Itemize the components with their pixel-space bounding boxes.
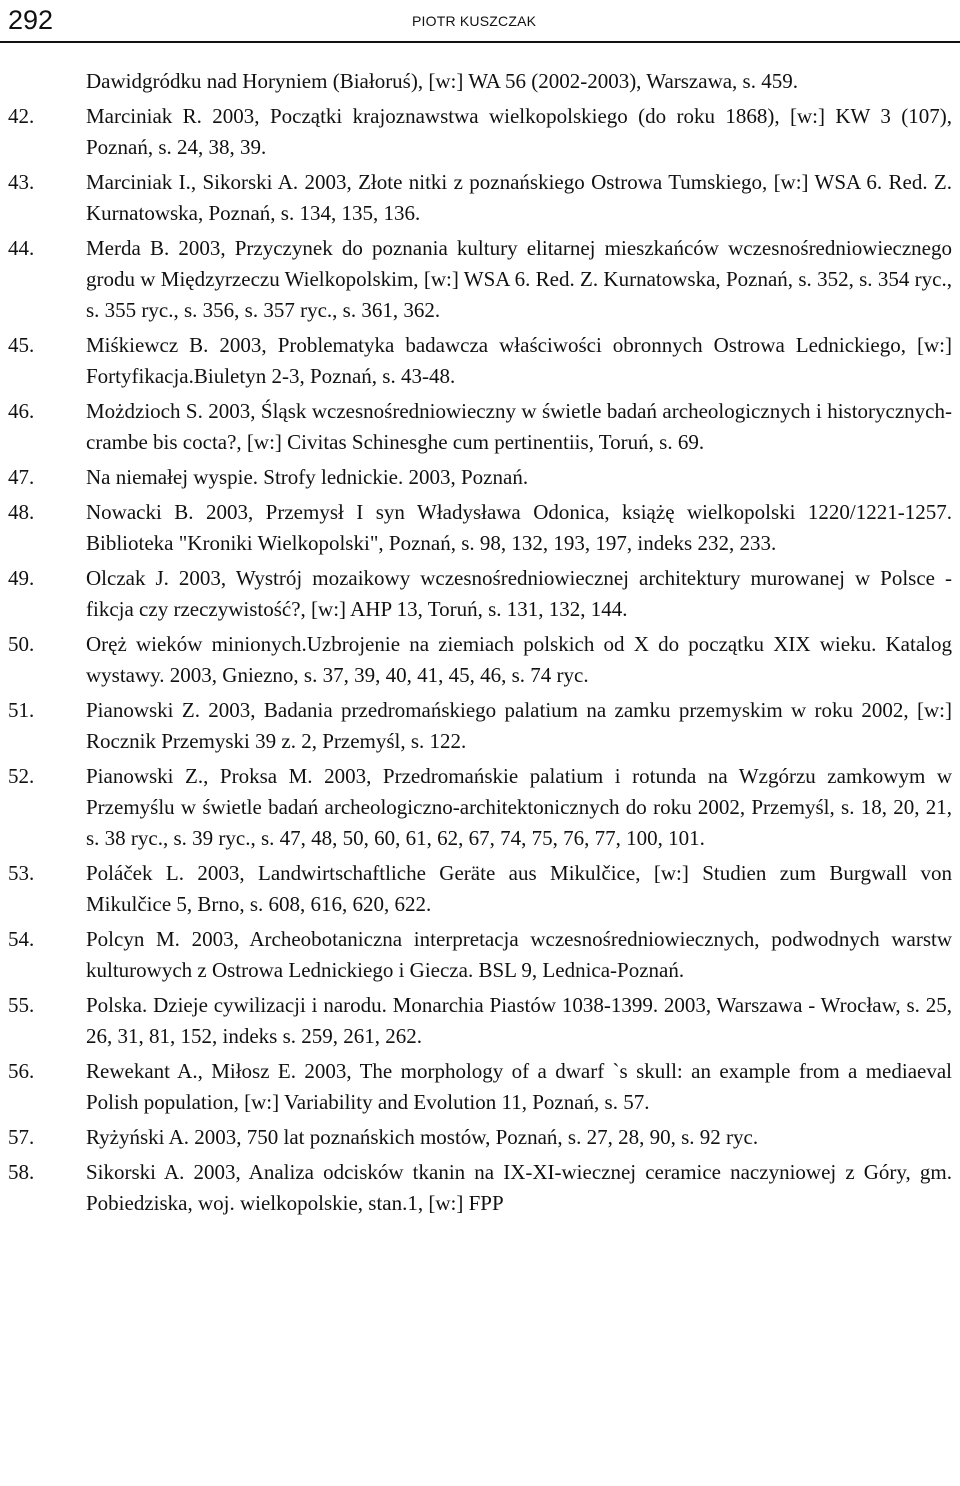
entry-text: Oręż wieków minionych.Uzbrojenie na ziemiach polskich od X do początku XIX wieku. Katalog wystawy. 2003, Gniezno, s. 37, 39, 40, 41, 45, 46, s. 74 ryc. bbox=[86, 632, 952, 687]
bibliography-entry bbox=[0, 330, 960, 392]
bibliography-entry bbox=[0, 629, 960, 691]
entry-text: Na niemałej wyspie. Strofy lednickie. 2003, Poznań. bbox=[86, 465, 529, 489]
entry-number: 43. bbox=[8, 170, 35, 194]
bibliography-entry bbox=[0, 167, 960, 229]
page-number: 292 bbox=[8, 5, 54, 35]
entry-text: Pianowski Z., Proksa M. 2003, Przedromańskie palatium i rotunda na Wzgórzu zamkowym w Przemyślu w świetle badań archeologiczno-architektonicznych do roku 2002, Przemyśl, s. 18, 20, 21, s. 38 ryc., s. 39 ryc., s. 47, 48, 50, 60, 61, 62, 67, 74, 75, 76, 77, 100, 101. bbox=[86, 764, 952, 850]
entry-text: Olczak J. 2003, Wystrój mozaikowy wczesnośredniowiecznej architektury murowanej w Polsce - fikcja czy rzeczywistość?, [w:] AHP 13, Toruń, s. 131, 132, 144. bbox=[86, 566, 952, 621]
entry-number: 44. bbox=[8, 236, 35, 260]
bibliography-entry bbox=[0, 924, 960, 986]
entry-number: 42. bbox=[8, 104, 35, 128]
bibliography-entry bbox=[0, 990, 960, 1052]
entry-number: 51. bbox=[8, 698, 35, 722]
bibliography-entry bbox=[0, 1157, 960, 1219]
bibliography-entry bbox=[0, 695, 960, 757]
bibliography-entry bbox=[0, 101, 960, 163]
entry-number: 57. bbox=[8, 1125, 35, 1149]
entry-text: Polska. Dzieje cywilizacji i narodu. Monarchia Piastów 1038-1399. 2003, Warszawa - Wrocław, s. 25, 26, 31, 81, 152, indeks s. 259, 261, 262. bbox=[86, 993, 952, 1048]
entry-number: 55. bbox=[8, 993, 35, 1017]
entry-number: 54. bbox=[8, 927, 35, 951]
bibliography-entry bbox=[0, 858, 960, 920]
bibliography-entry bbox=[0, 396, 960, 458]
entry-text: Dawidgródku nad Horyniem (Białoruś), [w:] WA 56 (2002-2003), Warszawa, s. 459. bbox=[86, 69, 798, 93]
entry-number: 49. bbox=[8, 566, 35, 590]
page-header bbox=[0, 0, 960, 44]
entry-text: Pianowski Z. 2003, Badania przedromańskiego palatium na zamku przemyskim w roku 2002, [w:] Rocznik Przemyski 39 z. 2, Przemyśl, s. 122. bbox=[86, 698, 952, 753]
bibliography-entry bbox=[0, 761, 960, 854]
bibliography-entry bbox=[0, 1056, 960, 1118]
entry-number: 53. bbox=[8, 861, 35, 885]
entry-text: Polcyn M. 2003, Archeobotaniczna interpretacja wczesnośredniowiecznych, podwodnych warstw kulturowych z Ostrowa Lednickiego i Giecza. BSL 9, Lednica-Poznań. bbox=[86, 927, 952, 982]
entry-text: Sikorski A. 2003, Analiza odcisków tkanin na IX-XI-wiecznej ceramice naczyniowej z Góry, gm. Pobiedziska, woj. wielkopolskie, stan.1, [w:] FPP bbox=[86, 1160, 952, 1215]
bibliography-entry bbox=[0, 497, 960, 559]
bibliography-entry bbox=[0, 66, 960, 97]
entry-number: 58. bbox=[8, 1160, 35, 1184]
bibliography-entry bbox=[0, 233, 960, 326]
entry-number: 45. bbox=[8, 333, 35, 357]
bibliography-list bbox=[0, 66, 960, 1223]
entry-text: Możdzioch S. 2003, Śląsk wczesnośredniowieczny w świetle badań archeologicznych i historycznych-crambe bis cocta?, [w:] Civitas Schinesghe cum pertinentiis, Toruń, s. 69. bbox=[86, 399, 952, 454]
entry-number: 56. bbox=[8, 1059, 35, 1083]
bibliography-entry bbox=[0, 1122, 960, 1153]
entry-number: 48. bbox=[8, 500, 35, 524]
entry-text: Marciniak R. 2003, Początki krajoznawstwa wielkopolskiego (do roku 1868), [w:] KW 3 (107), Poznań, s. 24, 38, 39. bbox=[86, 104, 952, 159]
bibliography-entry bbox=[0, 563, 960, 625]
entry-text: Miśkiewcz B. 2003, Problematyka badawcza właściwości obronnych Ostrowa Lednickiego, [w:] Fortyfikacja.Biuletyn 2-3, Poznań, s. 43-48. bbox=[86, 333, 952, 388]
header-rule bbox=[0, 41, 960, 43]
entry-text: Nowacki B. 2003, Przemysł I syn Władysława Odonica, książę wielkopolski 1220/1221-1257. Biblioteka "Kroniki Wielkopolski", Poznań, s. 98, 132, 193, 197, indeks 232, 233. bbox=[86, 500, 952, 555]
entry-text: Merda B. 2003, Przyczynek do poznania kultury elitarnej mieszkańców wczesnośredniowiecznego grodu w Międzyrzeczu Wielkopolskim, [w:] WSA 6. Red. Z. Kurnatowska, Poznań, s. 352, s. 354 ryc., s. 355 ryc., s. 356, s. 357 ryc., s. 361, 362. bbox=[86, 236, 952, 322]
entry-text: Ryżyński A. 2003, 750 lat poznańskich mostów, Poznań, s. 27, 28, 90, s. 92 ryc. bbox=[86, 1125, 759, 1149]
running-head: PIOTR KUSZCZAK bbox=[412, 13, 537, 29]
entry-number: 47. bbox=[8, 465, 35, 489]
entry-number: 52. bbox=[8, 764, 35, 788]
entry-number: 46. bbox=[8, 399, 35, 423]
bibliography-entry bbox=[0, 462, 960, 493]
entry-text: Poláček L. 2003, Landwirtschaftliche Geräte aus Mikulčice, [w:] Studien zum Burgwall von Mikulčice 5, Brno, s. 608, 616, 620, 622. bbox=[86, 861, 952, 916]
entry-text: Rewekant A., Miłosz E. 2003, The morphology of a dwarf `s skull: an example from a mediaeval Polish population, [w:] Variability and Evolution 11, Poznań, s. 57. bbox=[86, 1059, 952, 1114]
entry-number: 50. bbox=[8, 632, 35, 656]
entry-text: Marciniak I., Sikorski A. 2003, Złote nitki z poznańskiego Ostrowa Tumskiego, [w:] WSA 6. Red. Z. Kurnatowska, Poznań, s. 134, 135, 136. bbox=[86, 170, 952, 225]
